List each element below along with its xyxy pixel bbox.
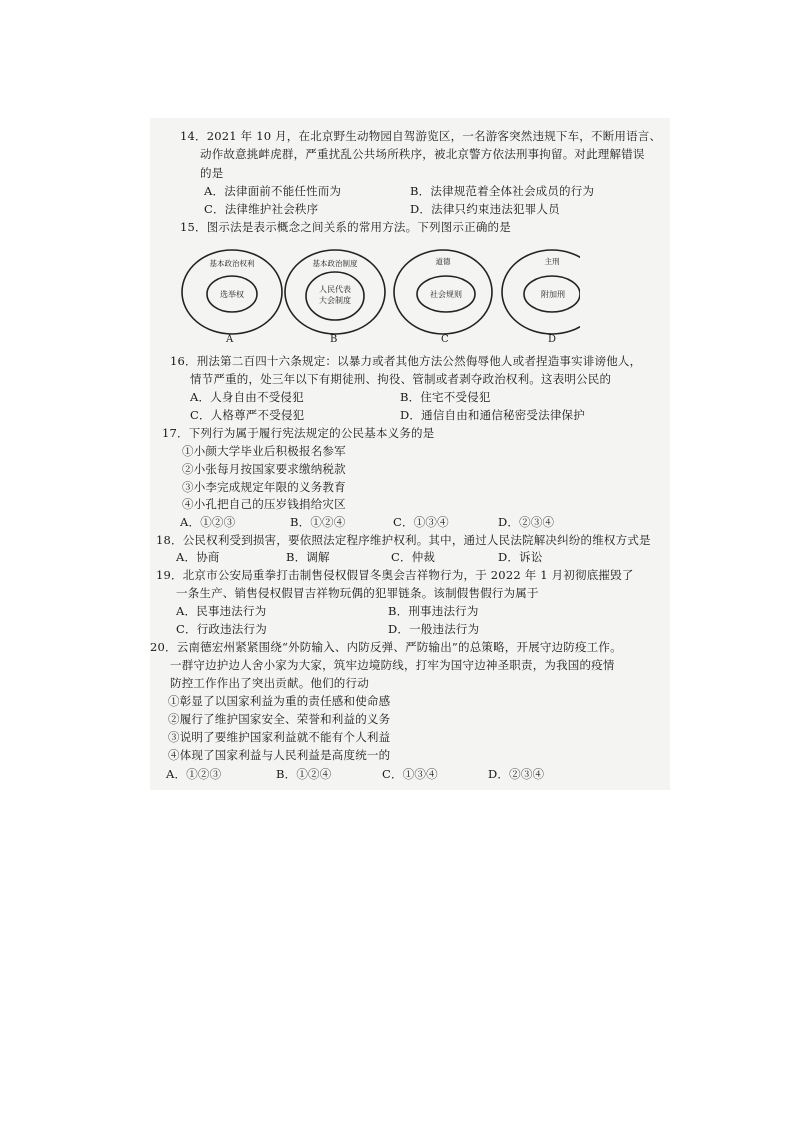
q19-option-d: D．一般违法行为 [388, 622, 480, 636]
q19-option-a: A．民事违法行为 [176, 604, 267, 618]
q17-item-4: ④小孔把自己的压岁钱捐给灾区 [182, 497, 346, 511]
q17-option-b: B．①②④ [290, 515, 346, 529]
diagram-a-letter: A [226, 334, 234, 345]
diagram-b-inner-label-1: 人民代表 [319, 285, 351, 294]
q17-option-c: C．①③④ [393, 515, 449, 529]
q18-line1: 18．公民权利受到损害，要依照法定程序维护权利。其中，通过人民法院解决纠纷的维权方式是 [156, 533, 651, 547]
q14-line2: 动作故意挑衅虎群，严重扰乱公共场所秩序，被北京警方依法刑事拘留。对此理解错误 [200, 147, 645, 161]
q17-option-d: D．②③④ [498, 515, 555, 529]
diagram-a-inner-label: 选举权 [220, 290, 244, 299]
q20-option-a: A．①②③ [166, 767, 222, 781]
q16-option-d: D．通信自由和通信秘密受法律保护 [400, 408, 585, 422]
q14-option-b: B．法律规范着全体社会成员的行为 [410, 184, 595, 198]
diagram-a-outer-label: 基本政治权利 [209, 259, 255, 268]
diagram-c-outer-label: 道德 [435, 257, 451, 266]
q16-line1: 16．刑法第二百四十六条规定：以暴力或者其他方法公然侮辱他人或者捏造事实诽谤他人， [170, 354, 642, 368]
q17-item-2: ②小张每月按国家要求缴纳税款 [182, 462, 346, 476]
q16-line2: 情节严重的，处三年以下有期徒刑、拘役、管制或者剥夺政治权利。这表明公民的 [190, 372, 612, 386]
diagram-b-outer-label: 基本政治制度 [312, 259, 358, 268]
q14-option-c: C．法律维护社会秩序 [204, 202, 319, 216]
q14-option-a: A．法律面前不能任性而为 [204, 184, 342, 198]
q19-option-c: C．行政违法行为 [176, 622, 267, 636]
q20-line2: 一群守边护边人舍小家为大家，筑牢边境防线，打牢为国守边神圣职责，为我国的疫情 [170, 658, 615, 672]
diagram-d-letter: D [548, 334, 557, 345]
q17-item-1: ①小颜大学毕业后积极报名参军 [182, 444, 346, 458]
diagram-c-letter: C [441, 334, 449, 345]
q18-option-b: B．调解 [286, 550, 330, 564]
q20-item-4: ④体现了国家利益与人民利益是高度统一的 [168, 748, 391, 762]
q14-option-d: D．法律只约束违法犯罪人员 [410, 202, 560, 216]
q20-item-2: ②履行了维护国家安全、荣誉和利益的义务 [168, 712, 391, 726]
q15-line1: 15．图示法是表示概念之间关系的常用方法。下列图示正确的是 [180, 220, 511, 234]
q17-item-3: ③小李完成规定年限的义务教育 [182, 480, 346, 494]
diagram-b-letter: B [330, 334, 338, 345]
q18-option-a: A．协商 [176, 550, 220, 564]
q20-item-1: ①彰显了以国家利益为重的责任感和使命感 [168, 694, 391, 708]
q16-option-b: B．住宅不受侵犯 [400, 390, 491, 404]
q18-option-c: C．仲裁 [391, 550, 436, 564]
q17-option-a: A．①②③ [180, 515, 236, 529]
q20-option-d: D．②③④ [488, 767, 545, 781]
q19-line2: 一条生产、销售侵权假冒吉祥物玩偶的犯罪链条。该制假售假行为属于 [176, 586, 539, 600]
q20-line3: 防控工作作出了突出贡献。他们的行动 [170, 676, 369, 690]
q14-line1: 14．2021 年 10 月，在北京野生动物园自驾游览区，一名游客突然违规下车，不断用语言、 [180, 129, 662, 143]
q20-line1: 20．云南德宏州紧紧围绕“外防输入、内防反弹、严防输出”的总策略，开展守边防疫工作。 [150, 640, 622, 654]
q17-line1: 17．下列行为属于履行宪法规定的公民基本义务的是 [162, 426, 435, 440]
diagram-b-inner-label-2: 大会制度 [319, 296, 351, 305]
q19-line1: 19．北京市公安局重拳打击制售侵权假冒冬奥会吉祥物行为，于 2022 年 1 月初彻底摧毁了 [156, 568, 634, 582]
diagram-c-inner-label: 社会规则 [430, 290, 462, 299]
q14-line3: 的是 [200, 166, 224, 180]
q16-option-c: C．人格尊严不受侵犯 [190, 408, 305, 422]
q19-option-b: B．刑事违法行为 [388, 604, 479, 618]
q20-option-b: B．①②④ [276, 767, 332, 781]
q20-item-3: ③说明了要维护国家利益就不能有个人利益 [168, 730, 391, 744]
diagram-d-outer-label: 主刑 [544, 257, 560, 266]
q20-option-c: C．①③④ [382, 767, 438, 781]
diagram-d-inner-label: 附加刑 [541, 290, 565, 299]
q18-option-d: D．诉讼 [498, 550, 543, 564]
q16-option-a: A．人身自由不受侵犯 [190, 390, 304, 404]
